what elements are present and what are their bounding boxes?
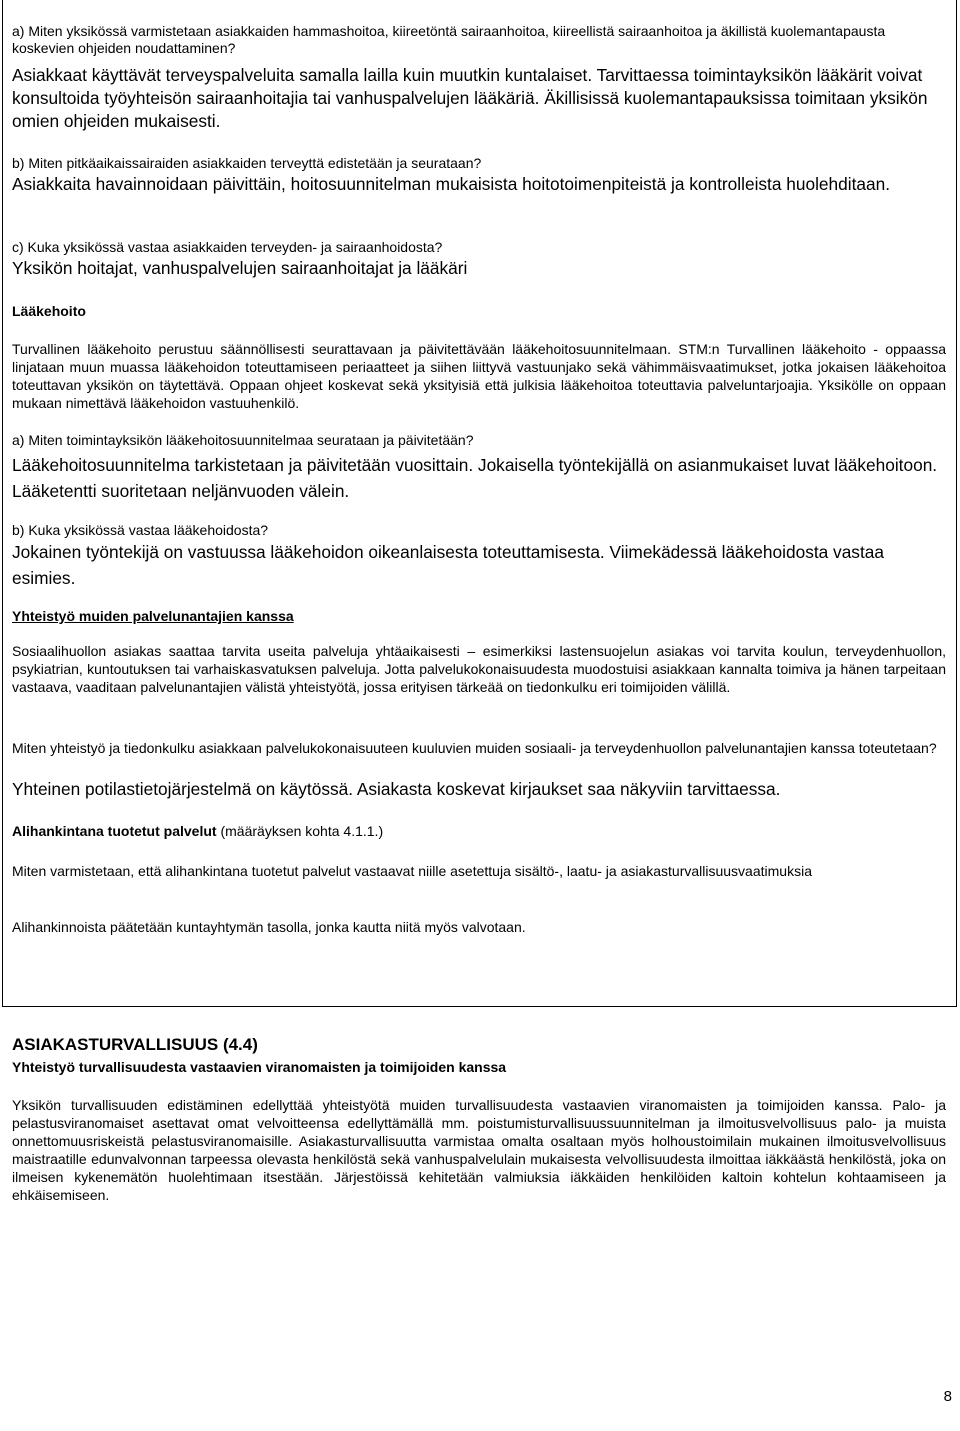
laakehoito-answer-a: Lääkehoitosuunnitelma tarkistetaan ja päivitetään vuosittain. Jokaisella työntekijällä on asianmukaiset luvat lääkehoitoon. Lääketentti suoritetaan neljänvuoden välein. xyxy=(12,455,938,501)
alihankinta-paragraph-1: Miten varmistetaan, että alihankintana tuotetut palvelut vastaavat niille asetettuja sisältö-, laatu- ja asiakasturvallisuusvaatimuksia xyxy=(12,863,812,879)
answer-b: Asiakkaita havainnoidaan päivittäin, hoitosuunnitelman mukaisista hoitotoimenpiteistä ja kontrolleista huolehditaan. xyxy=(12,174,891,194)
alihankinta-heading-line xyxy=(12,822,946,840)
laakehoito-question-b: b) Kuka yksikössä vastaa lääkehoidosta? xyxy=(12,522,269,538)
asiakasturvallisuus-heading: ASIAKASTURVALLISUUS (4.4) xyxy=(12,1035,258,1054)
yhteistyo-question: Miten yhteistyö ja tiedonkulku asiakkaan palvelukokonaisuuteen kuuluvien muiden sosiaali- ja terveydenhuollon palvelunantajien kanssa toteutetaan? xyxy=(12,740,937,756)
answer-c: Yksikön hoitajat, vanhuspalvelujen sairaanhoitajat ja lääkäri xyxy=(12,258,468,278)
page-number: 8 xyxy=(943,1388,952,1405)
alihankinta-heading: Alihankintana tuotetut palvelut xyxy=(12,823,217,839)
question-a: a) Miten yksikössä varmistetaan asiakkaiden hammashoitoa, kiireetöntä sairaanhoitoa, kiireellistä sairaanhoitoa ja äkillistä kuolemantapausta koskevien ohjeiden noudattaminen? xyxy=(12,23,886,56)
answer-a: Asiakkaat käyttävät terveyspalveluita samalla lailla kuin muutkin kuntalaiset. Tarvittaessa toimintayksikön lääkärit voivat konsultoida työyhteisön sairaanhoitajia tai vanhuspalvelujen lääkäriä. Äkillisissä kuolemantapauksissa toimitaan yksikön omien ohjeiden mukaisesti. xyxy=(12,65,928,131)
alihankinta-ref: (määräyksen kohta 4.1.1.) xyxy=(216,823,384,839)
yhteistyo-answer: Yhteinen potilastietojärjestelmä on käytössä. Asiakasta koskevat kirjaukset saa näkyviin tarvittaessa. xyxy=(12,779,781,799)
laakehoito-question-a: a) Miten toimintayksikön lääkehoitosuunnitelmaa seurataan ja päivitetään? xyxy=(12,432,474,448)
question-b: b) Miten pitkäaikaissairaiden asiakkaiden terveyttä edistetään ja seurataan? xyxy=(12,155,482,171)
yhteistyo-body: Sosiaalihuollon asiakas saattaa tarvita useita palveluja yhtäaikaisesti – esimerkiksi lastensuojelun asiakas voi tarvita koulun, terveydenhuollon, psykiatrian, kuntoutuksen tai varhaiskasvatuksen palveluja. Jotta palvelukokonaisuudesta muodostuisi asiakkaan kannalta toimiva ja hänen tarpeitaan vastaava, vaaditaan palvelunantajien välistä yhteistyötä, jossa erityisen tärkeää on tiedonkulku eri toimijoiden välillä. xyxy=(12,643,946,695)
alihankinta-paragraph-2: Alihankinnoista päätetään kuntayhtymän tasolla, jonka kautta niitä myös valvotaan. xyxy=(12,919,526,935)
yhteistyo-heading: Yhteistyö muiden palvelunantajien kanssa xyxy=(12,608,294,624)
question-c: c) Kuka yksikössä vastaa asiakkaiden terveyden- ja sairaanhoidosta? xyxy=(12,239,443,255)
laakehoito-body: Turvallinen lääkehoito perustuu säännöllisesti seurattavaan ja päivitettävään lääkehoitosuunnitelmaan. STM:n Turvallinen lääkehoito - oppaassa linjataan muun muassa lääkehoidon toteuttamiseen periaatteet ja siihen liittyvä vastuunjako sekä vähimmäisvaatimukset, jotka jokaisen lääkehoitoa toteuttavan yksikön on täytettävä. Oppaan ohjeet koskevat sekä yksityisiä että julkisia lääkehoitoa toteuttavia palveluntarjoajia. Yksikölle on oppaan mukaan nimettävä lääkehoidon vastuuhenkilö. xyxy=(12,341,946,411)
laakehoito-heading: Lääkehoito xyxy=(12,303,86,319)
asiakasturvallisuus-subheading: Yhteistyö turvallisuudesta vastaavien viranomaisten ja toimijoiden kanssa xyxy=(12,1059,507,1075)
laakehoito-answer-b: Jokainen työntekijä on vastuussa lääkehoidon oikeanlaisesta toteuttamisesta. Viimekädessä lääkehoidosta vastaa esimies. xyxy=(12,542,884,588)
asiakasturvallisuus-body: Yksikön turvallisuuden edistäminen edellyttää yhteistyötä muiden turvallisuudesta vastaavien viranomaisten ja toimijoiden kanssa. Palo- ja pelastusviranomaiset asettavat omat velvoitteensa edellyttämällä mm. poistumisturvallisuussuunnitelman ja ilmoitusvelvollisuus palo- ja muista onnettomuusriskeistä pelastusviranomaisille. Asiakasturvallisuutta varmistaa omalta osaltaan myös holhoustoimilain mukainen ilmoitusvelvollisuus maistraatille edunvalvonnan tarpeessa olevasta henkilöstä sekä vanhuspalvelulain mukaisesta velvollisuudesta ilmoittaa iäkkäästä henkilöstä, joka on ilmeisen kykenemätön huolehtimaan itsestään. Järjestöissä kehitetään valmiuksia iäkkäiden henkilöiden kaltoin kohtelun kohtaamiseen ja ehkäisemiseen. xyxy=(12,1097,946,1203)
